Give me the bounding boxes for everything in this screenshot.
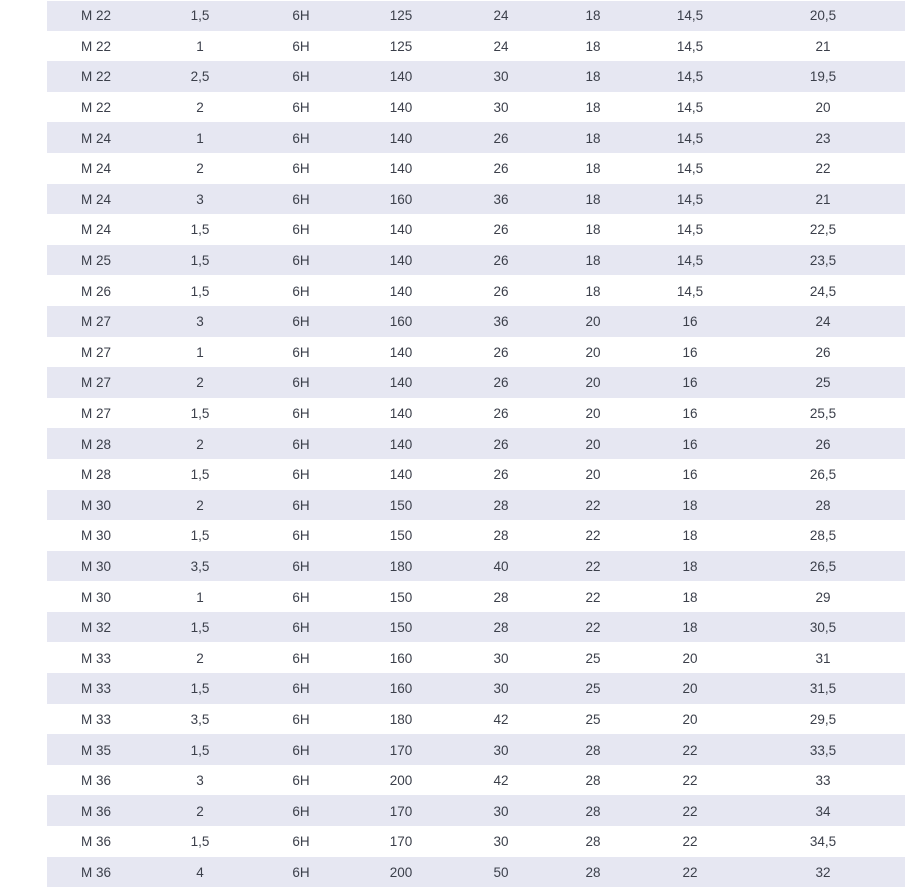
table-cell-dim_e: 26 [455, 153, 547, 184]
table-cell-dim_d: 160 [347, 306, 455, 337]
table-row [47, 796, 905, 827]
table-cell-tolerance: 6H [255, 368, 347, 399]
table-cell-dim_e: 36 [455, 306, 547, 337]
table-cell-thread: M 30 [47, 582, 145, 613]
table-cell-dim_d: 140 [347, 276, 455, 307]
table-row [47, 368, 905, 399]
table-cell-dim_g: 16 [639, 459, 741, 490]
table-cell-dim_e: 30 [455, 796, 547, 827]
table-row [47, 612, 905, 643]
table-cell-pitch: 1 [145, 337, 255, 368]
table-cell-pitch: 1,5 [145, 612, 255, 643]
table-row [47, 31, 905, 62]
table-cell-dim_h: 25 [741, 368, 905, 399]
table-cell-tolerance: 6H [255, 796, 347, 827]
table-cell-dim_g: 20 [639, 643, 741, 674]
table-cell-thread: M 30 [47, 521, 145, 552]
table-row [47, 337, 905, 368]
table-cell-dim_e: 24 [455, 31, 547, 62]
table-row [47, 92, 905, 123]
table-cell-dim_g: 16 [639, 368, 741, 399]
table-cell-dim_f: 28 [547, 827, 639, 858]
table-row [47, 245, 905, 276]
table-cell-dim_e: 30 [455, 643, 547, 674]
table-cell-dim_g: 16 [639, 398, 741, 429]
table-cell-dim_g: 22 [639, 796, 741, 827]
table-cell-dim_h: 20 [741, 92, 905, 123]
table-cell-dim_e: 42 [455, 704, 547, 735]
table-cell-dim_d: 200 [347, 765, 455, 796]
table-row [47, 123, 905, 154]
table-cell-dim_e: 30 [455, 674, 547, 705]
table-cell-dim_e: 42 [455, 765, 547, 796]
table-cell-thread: M 28 [47, 429, 145, 460]
table-cell-tolerance: 6H [255, 674, 347, 705]
table-cell-tolerance: 6H [255, 735, 347, 766]
table-cell-dim_h: 34 [741, 796, 905, 827]
table-cell-pitch: 2 [145, 92, 255, 123]
table-cell-dim_g: 14,5 [639, 31, 741, 62]
table-cell-dim_h: 33 [741, 765, 905, 796]
table-cell-pitch: 2 [145, 153, 255, 184]
table-cell-dim_e: 40 [455, 551, 547, 582]
table-cell-dim_g: 22 [639, 857, 741, 888]
table-cell-dim_e: 26 [455, 398, 547, 429]
table-row [47, 490, 905, 521]
table-cell-dim_g: 14,5 [639, 276, 741, 307]
table-cell-pitch: 2 [145, 368, 255, 399]
table-cell-dim_f: 18 [547, 184, 639, 215]
table-cell-dim_f: 22 [547, 490, 639, 521]
table-cell-tolerance: 6H [255, 31, 347, 62]
table-cell-thread: M 27 [47, 368, 145, 399]
table-row [47, 582, 905, 613]
table-row [47, 276, 905, 307]
table-cell-tolerance: 6H [255, 582, 347, 613]
table-cell-dim_f: 20 [547, 429, 639, 460]
table-cell-dim_e: 26 [455, 245, 547, 276]
table-cell-dim_d: 150 [347, 582, 455, 613]
table-cell-dim_f: 22 [547, 551, 639, 582]
table-cell-dim_h: 21 [741, 184, 905, 215]
table-cell-thread: M 24 [47, 123, 145, 154]
table-cell-dim_e: 28 [455, 521, 547, 552]
table-cell-thread: M 22 [47, 31, 145, 62]
table-cell-thread: M 36 [47, 765, 145, 796]
table-cell-thread: M 27 [47, 306, 145, 337]
table-cell-tolerance: 6H [255, 490, 347, 521]
table-cell-dim_g: 22 [639, 827, 741, 858]
table-body [47, 1, 905, 888]
table-cell-dim_h: 29,5 [741, 704, 905, 735]
table-cell-dim_f: 18 [547, 92, 639, 123]
table-cell-dim_f: 28 [547, 765, 639, 796]
table-cell-tolerance: 6H [255, 245, 347, 276]
table-row [47, 674, 905, 705]
table-cell-dim_f: 18 [547, 153, 639, 184]
table-cell-pitch: 1,5 [145, 827, 255, 858]
table-cell-pitch: 3 [145, 765, 255, 796]
table-cell-tolerance: 6H [255, 306, 347, 337]
table-cell-pitch: 1,5 [145, 459, 255, 490]
table-cell-dim_f: 25 [547, 643, 639, 674]
table-cell-pitch: 1,5 [145, 245, 255, 276]
table-cell-tolerance: 6H [255, 337, 347, 368]
table-cell-tolerance: 6H [255, 551, 347, 582]
table-cell-dim_f: 18 [547, 1, 639, 32]
table-cell-pitch: 1,5 [145, 521, 255, 552]
table-cell-dim_g: 14,5 [639, 153, 741, 184]
table-cell-thread: M 25 [47, 245, 145, 276]
table-cell-dim_h: 22,5 [741, 215, 905, 246]
table-cell-tolerance: 6H [255, 612, 347, 643]
table-cell-tolerance: 6H [255, 276, 347, 307]
table-cell-dim_f: 22 [547, 612, 639, 643]
table-row [47, 215, 905, 246]
table-cell-dim_e: 26 [455, 276, 547, 307]
table-cell-dim_d: 170 [347, 796, 455, 827]
table-cell-dim_f: 28 [547, 857, 639, 888]
table-cell-dim_d: 200 [347, 857, 455, 888]
table-cell-thread: M 36 [47, 857, 145, 888]
table-cell-dim_d: 125 [347, 31, 455, 62]
table-row [47, 521, 905, 552]
table-cell-dim_h: 28,5 [741, 521, 905, 552]
table-cell-dim_e: 30 [455, 735, 547, 766]
table-row [47, 704, 905, 735]
table-row [47, 551, 905, 582]
table-cell-dim_e: 30 [455, 92, 547, 123]
table-cell-dim_h: 31 [741, 643, 905, 674]
table-cell-pitch: 3 [145, 306, 255, 337]
table-row [47, 857, 905, 888]
table-cell-dim_e: 28 [455, 612, 547, 643]
table-cell-dim_g: 16 [639, 337, 741, 368]
table-cell-dim_h: 31,5 [741, 674, 905, 705]
table-cell-dim_e: 26 [455, 337, 547, 368]
table-cell-thread: M 26 [47, 276, 145, 307]
table-row [47, 1, 905, 32]
table-cell-dim_d: 180 [347, 704, 455, 735]
table-cell-thread: M 33 [47, 674, 145, 705]
table-cell-thread: M 24 [47, 153, 145, 184]
table-cell-pitch: 1 [145, 582, 255, 613]
table-cell-dim_g: 14,5 [639, 92, 741, 123]
table-cell-dim_g: 16 [639, 429, 741, 460]
table-cell-dim_d: 140 [347, 215, 455, 246]
table-cell-dim_g: 14,5 [639, 215, 741, 246]
table-cell-dim_d: 140 [347, 398, 455, 429]
table-cell-tolerance: 6H [255, 398, 347, 429]
table-cell-thread: M 22 [47, 1, 145, 32]
table-cell-dim_g: 14,5 [639, 1, 741, 32]
table-cell-pitch: 1,5 [145, 215, 255, 246]
table-cell-tolerance: 6H [255, 215, 347, 246]
table-cell-tolerance: 6H [255, 123, 347, 154]
table-cell-dim_h: 33,5 [741, 735, 905, 766]
table-cell-dim_g: 18 [639, 490, 741, 521]
table-row [47, 643, 905, 674]
table-row [47, 459, 905, 490]
table-cell-dim_h: 24 [741, 306, 905, 337]
table-cell-tolerance: 6H [255, 1, 347, 32]
table-cell-tolerance: 6H [255, 153, 347, 184]
table-cell-dim_h: 25,5 [741, 398, 905, 429]
table-cell-thread: M 22 [47, 92, 145, 123]
table-cell-dim_f: 18 [547, 62, 639, 93]
table-cell-pitch: 3,5 [145, 704, 255, 735]
table-cell-pitch: 2 [145, 429, 255, 460]
table-cell-pitch: 1,5 [145, 276, 255, 307]
table-cell-pitch: 3,5 [145, 551, 255, 582]
table-row [47, 765, 905, 796]
table-cell-dim_d: 140 [347, 245, 455, 276]
table-cell-dim_h: 24,5 [741, 276, 905, 307]
table-cell-dim_f: 18 [547, 245, 639, 276]
table-cell-dim_f: 28 [547, 796, 639, 827]
table-cell-dim_e: 26 [455, 459, 547, 490]
table-cell-dim_d: 125 [347, 1, 455, 32]
table-cell-dim_f: 25 [547, 674, 639, 705]
table-cell-pitch: 1,5 [145, 398, 255, 429]
table-cell-dim_f: 18 [547, 215, 639, 246]
table-cell-thread: M 36 [47, 796, 145, 827]
table-cell-tolerance: 6H [255, 521, 347, 552]
table-cell-thread: M 27 [47, 398, 145, 429]
table-cell-dim_d: 160 [347, 674, 455, 705]
table-cell-tolerance: 6H [255, 62, 347, 93]
table-cell-dim_h: 20,5 [741, 1, 905, 32]
table-row [47, 306, 905, 337]
table-cell-thread: M 35 [47, 735, 145, 766]
table-cell-dim_e: 26 [455, 429, 547, 460]
table-cell-dim_d: 160 [347, 643, 455, 674]
table-cell-dim_h: 26 [741, 429, 905, 460]
table-cell-pitch: 2 [145, 490, 255, 521]
table-cell-dim_e: 28 [455, 490, 547, 521]
table-cell-dim_e: 28 [455, 582, 547, 613]
table-cell-dim_d: 160 [347, 184, 455, 215]
table-cell-dim_g: 22 [639, 765, 741, 796]
table-row [47, 184, 905, 215]
table-cell-dim_d: 140 [347, 123, 455, 154]
table-cell-thread: M 36 [47, 827, 145, 858]
table-cell-dim_d: 140 [347, 459, 455, 490]
table-cell-dim_f: 20 [547, 368, 639, 399]
table-cell-pitch: 4 [145, 857, 255, 888]
table-cell-tolerance: 6H [255, 184, 347, 215]
table-cell-dim_f: 18 [547, 276, 639, 307]
table-cell-dim_d: 140 [347, 337, 455, 368]
table-cell-tolerance: 6H [255, 459, 347, 490]
table-cell-dim_g: 14,5 [639, 123, 741, 154]
table-cell-tolerance: 6H [255, 92, 347, 123]
table-cell-pitch: 1,5 [145, 735, 255, 766]
table-cell-dim_f: 25 [547, 704, 639, 735]
table-cell-dim_e: 36 [455, 184, 547, 215]
table-cell-tolerance: 6H [255, 857, 347, 888]
table-cell-tolerance: 6H [255, 827, 347, 858]
table-cell-pitch: 1,5 [145, 674, 255, 705]
table-cell-tolerance: 6H [255, 704, 347, 735]
table-cell-pitch: 1 [145, 31, 255, 62]
table-cell-tolerance: 6H [255, 643, 347, 674]
table-cell-dim_e: 26 [455, 123, 547, 154]
table-cell-thread: M 32 [47, 612, 145, 643]
table-cell-dim_f: 20 [547, 459, 639, 490]
table-cell-dim_g: 18 [639, 521, 741, 552]
table-cell-dim_g: 16 [639, 306, 741, 337]
table-cell-dim_h: 32 [741, 857, 905, 888]
table-cell-dim_h: 29 [741, 582, 905, 613]
table-cell-dim_h: 23 [741, 123, 905, 154]
table-cell-thread: M 24 [47, 215, 145, 246]
table-cell-pitch: 2,5 [145, 62, 255, 93]
table-cell-dim_e: 26 [455, 215, 547, 246]
table-cell-dim_d: 140 [347, 62, 455, 93]
table-cell-dim_h: 26,5 [741, 551, 905, 582]
table-row [47, 62, 905, 93]
table-cell-thread: M 24 [47, 184, 145, 215]
table-cell-pitch: 1,5 [145, 1, 255, 32]
table-cell-dim_d: 140 [347, 92, 455, 123]
table-row [47, 153, 905, 184]
table-cell-thread: M 33 [47, 643, 145, 674]
table-cell-dim_g: 18 [639, 612, 741, 643]
table-row [47, 827, 905, 858]
table-cell-thread: M 30 [47, 551, 145, 582]
table-cell-pitch: 3 [145, 184, 255, 215]
table-cell-pitch: 2 [145, 796, 255, 827]
table-cell-pitch: 2 [145, 643, 255, 674]
table-cell-dim_d: 140 [347, 429, 455, 460]
table-cell-dim_g: 20 [639, 674, 741, 705]
table-cell-dim_f: 18 [547, 31, 639, 62]
table-cell-dim_e: 50 [455, 857, 547, 888]
table-cell-dim_g: 20 [639, 704, 741, 735]
table-row [47, 429, 905, 460]
table-cell-dim_f: 28 [547, 735, 639, 766]
table-cell-dim_h: 23,5 [741, 245, 905, 276]
table-cell-pitch: 1 [145, 123, 255, 154]
table-cell-dim_d: 170 [347, 735, 455, 766]
table-cell-dim_h: 21 [741, 31, 905, 62]
table-cell-dim_f: 20 [547, 398, 639, 429]
thread-spec-table [47, 0, 905, 888]
table-cell-dim_g: 18 [639, 551, 741, 582]
table-cell-dim_g: 22 [639, 735, 741, 766]
table-cell-tolerance: 6H [255, 765, 347, 796]
table-cell-dim_g: 18 [639, 582, 741, 613]
table-cell-dim_h: 28 [741, 490, 905, 521]
table-cell-dim_d: 150 [347, 490, 455, 521]
table-cell-thread: M 33 [47, 704, 145, 735]
table-cell-dim_d: 150 [347, 612, 455, 643]
table-cell-dim_g: 14,5 [639, 62, 741, 93]
table-cell-dim_h: 26,5 [741, 459, 905, 490]
table-cell-thread: M 30 [47, 490, 145, 521]
table-cell-dim_e: 30 [455, 62, 547, 93]
table-cell-dim_e: 26 [455, 368, 547, 399]
table-cell-dim_e: 30 [455, 827, 547, 858]
table-cell-dim_e: 24 [455, 1, 547, 32]
table-cell-dim_d: 170 [347, 827, 455, 858]
table-cell-thread: M 27 [47, 337, 145, 368]
table-cell-dim_f: 18 [547, 123, 639, 154]
table-row [47, 735, 905, 766]
table-cell-dim_d: 140 [347, 153, 455, 184]
table-cell-dim_g: 14,5 [639, 245, 741, 276]
table-cell-dim_f: 20 [547, 337, 639, 368]
table-cell-dim_d: 150 [347, 521, 455, 552]
table-cell-dim_d: 180 [347, 551, 455, 582]
table-row [47, 398, 905, 429]
table-cell-dim_d: 140 [347, 368, 455, 399]
table-cell-thread: M 28 [47, 459, 145, 490]
table-cell-dim_f: 22 [547, 582, 639, 613]
table-cell-dim_f: 22 [547, 521, 639, 552]
table-cell-dim_h: 22 [741, 153, 905, 184]
table-cell-dim_h: 30,5 [741, 612, 905, 643]
table-cell-dim_f: 20 [547, 306, 639, 337]
table-cell-dim_h: 19,5 [741, 62, 905, 93]
table-cell-dim_h: 34,5 [741, 827, 905, 858]
table-cell-tolerance: 6H [255, 429, 347, 460]
table-cell-thread: M 22 [47, 62, 145, 93]
table-cell-dim_g: 14,5 [639, 184, 741, 215]
table-cell-dim_h: 26 [741, 337, 905, 368]
